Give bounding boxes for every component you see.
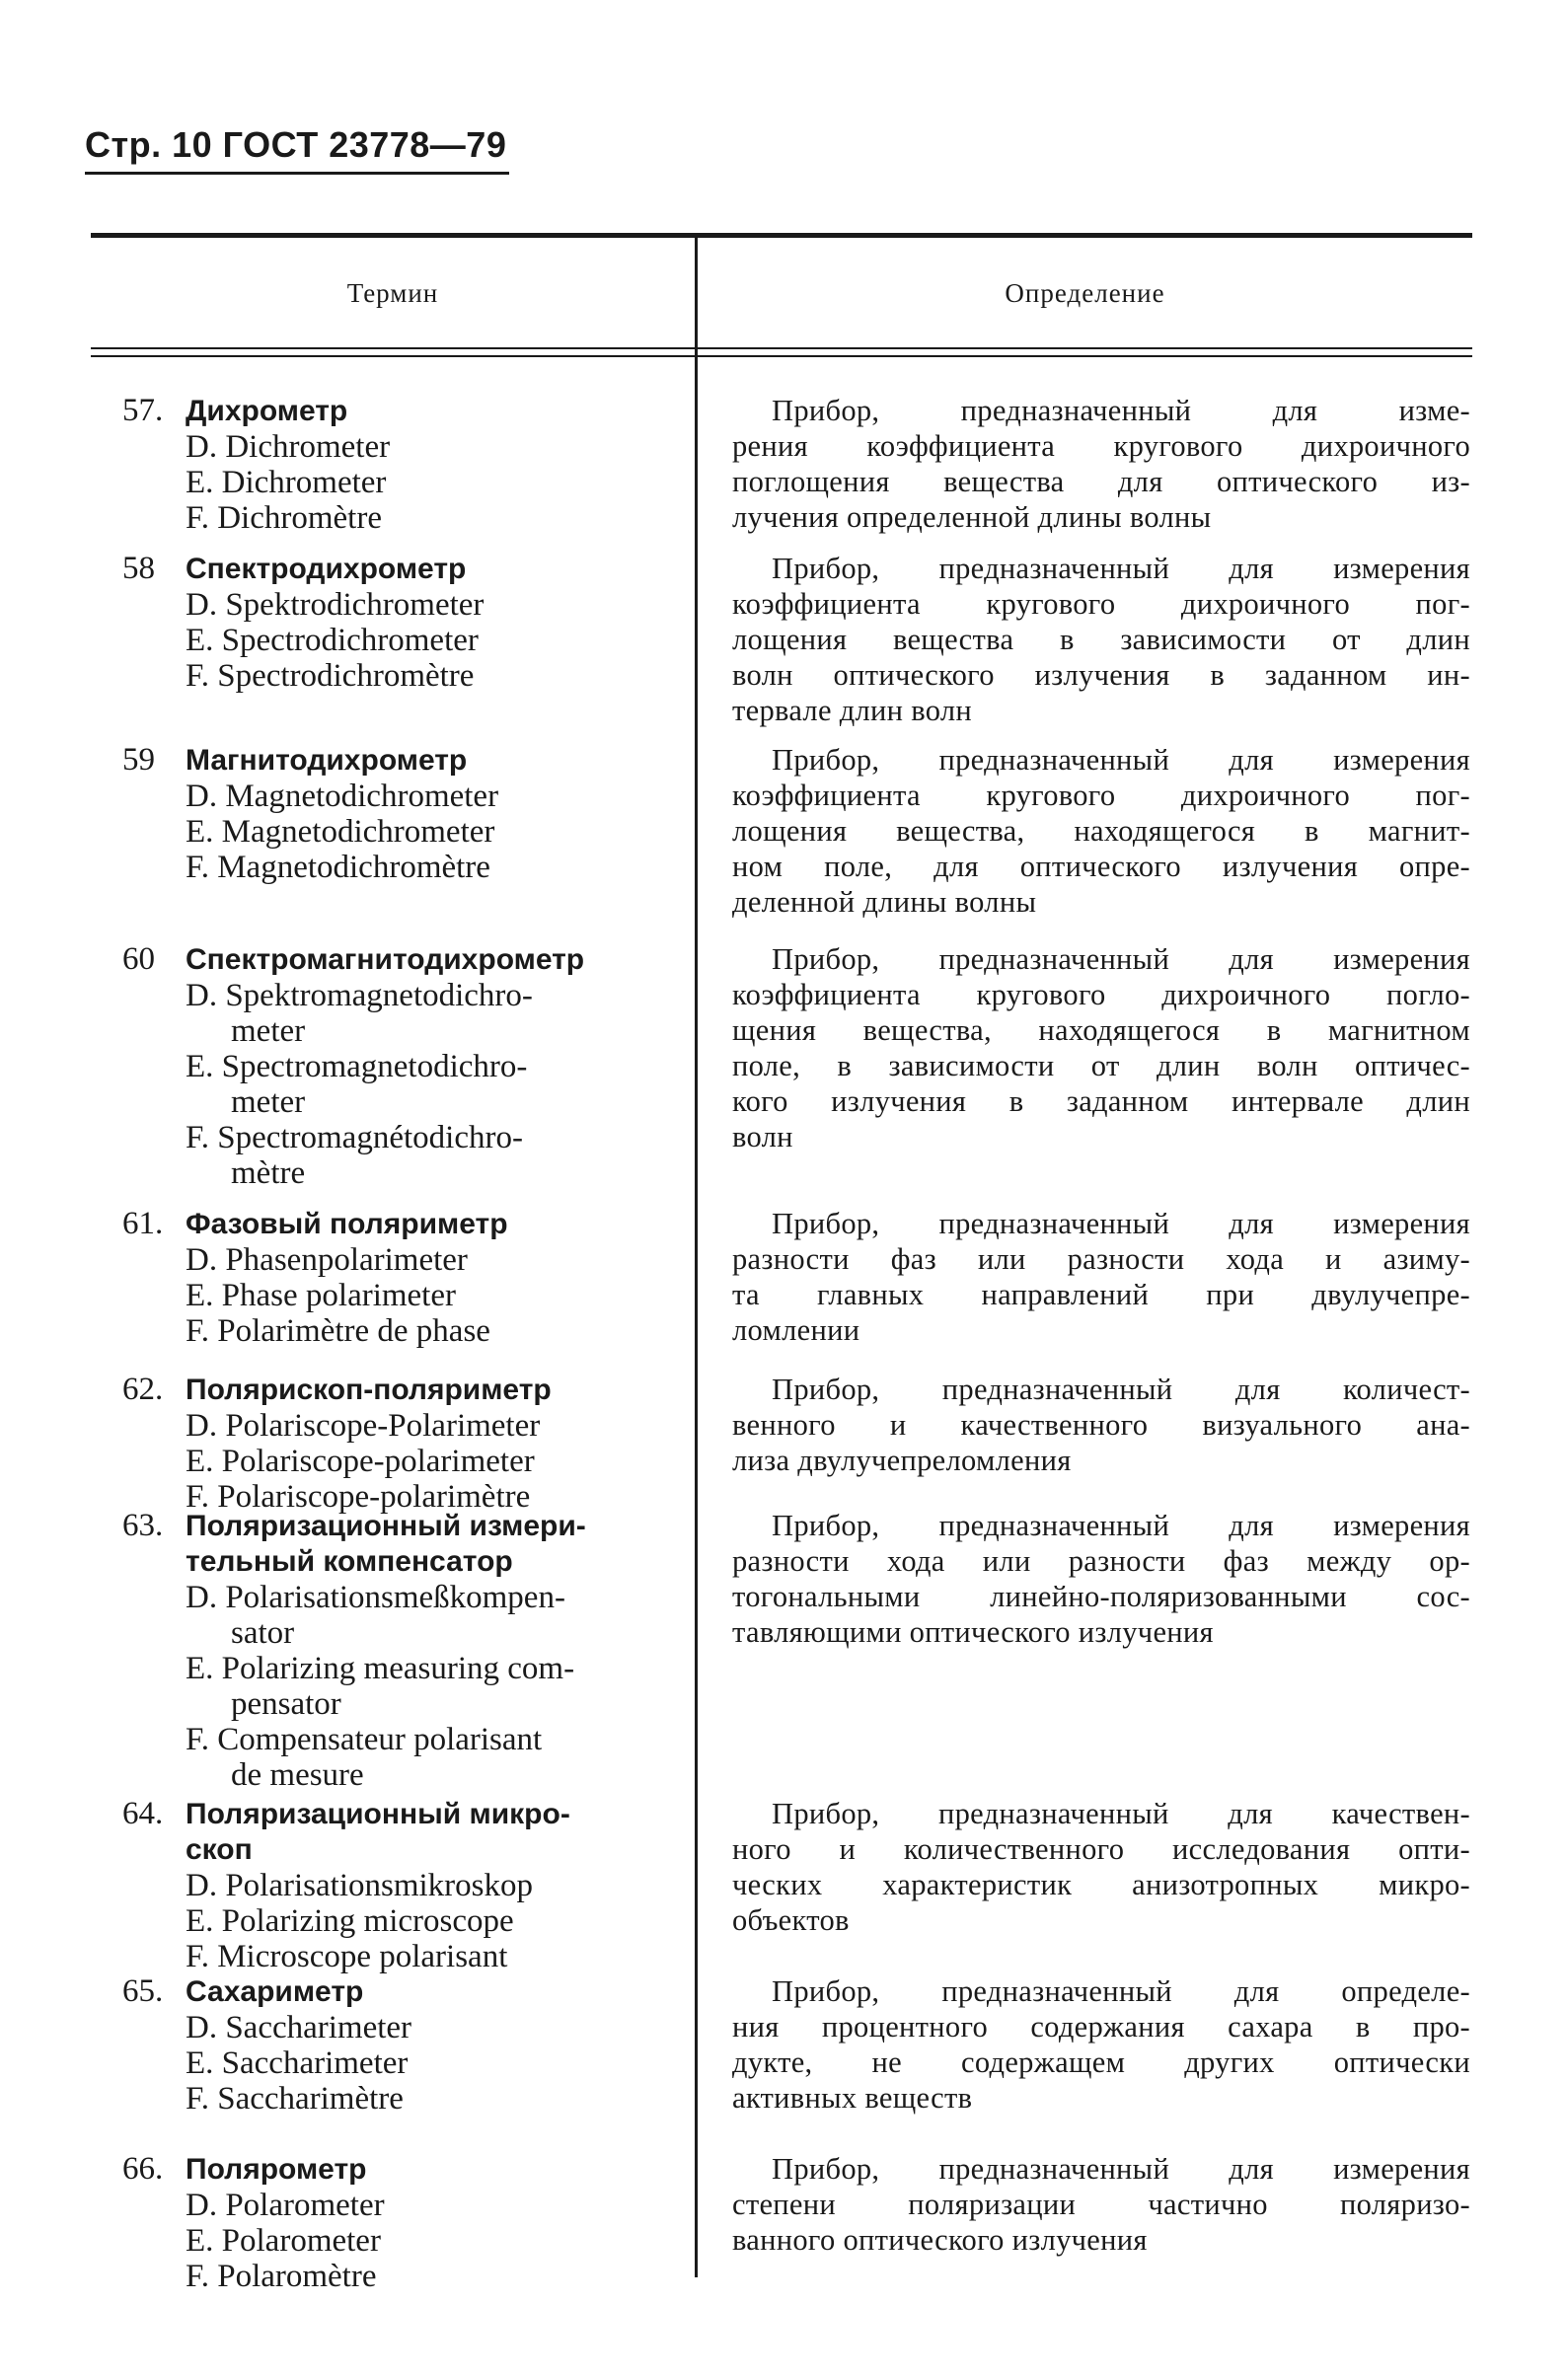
term-equivalent: meter [231, 1084, 306, 1120]
definition-line: лиза двулучепреломления [732, 1444, 1072, 1477]
term-equivalent: F. Saccharimètre [186, 2081, 404, 2117]
definition-line: ванного оптического излучения [732, 2223, 1148, 2257]
term-equivalent: E. Spectromagnetodichro- [186, 1049, 528, 1084]
term-number: 59 [122, 742, 155, 778]
term-equivalent: F. Spectromagnétodichro- [186, 1120, 523, 1155]
term-equivalent: D. Polariscope-Polarimeter [186, 1408, 541, 1444]
term-equivalent: E. Saccharimeter [186, 2045, 409, 2081]
term-number: 62. [122, 1372, 164, 1407]
term-number: 63. [122, 1508, 164, 1543]
definition-cell [732, 1796, 1470, 1938]
definition-line: Прибор, предназначенный для измерения [772, 552, 1470, 585]
term-heading [122, 393, 687, 429]
definition-line: Прибор, предназначенный для измерения [772, 942, 1470, 976]
definition-line: Прибор, предназначенный для измерения [772, 1509, 1470, 1542]
term-equivalent: E. Polarizing microscope [186, 1903, 514, 1939]
definition-cell [732, 2151, 1470, 2258]
definition-line: ного и количественного исследования опти- [732, 1832, 1470, 1866]
definition-line: ния процентного содержания сахара в про- [732, 2010, 1470, 2044]
definition-line: коэффициента кругового дихроичного пог- [732, 587, 1470, 621]
header-rule-upper [91, 347, 1472, 349]
term-number: 57. [122, 393, 164, 428]
term-russian: Спектромагнитодихрометр [186, 943, 585, 976]
term-equivalent: D. Spektrodichrometer [186, 587, 485, 623]
table-top-rule [91, 233, 1472, 238]
definition-line: дукте, не содержащем других оптически [732, 2045, 1470, 2079]
term-russian: Поляризационный микро- [186, 1798, 570, 1830]
definition-cell [732, 393, 1470, 535]
term-equivalent: E. Magnetodichrometer [186, 814, 495, 850]
term-cell [122, 1796, 687, 1974]
term-equivalent: de mesure [231, 1757, 364, 1793]
term-equivalent: D. Polarisationsmikroskop [186, 1868, 533, 1903]
definition-cell [732, 1206, 1470, 1348]
column-header-term: Термин [346, 278, 439, 308]
definition-line: Прибор, предназначенный для качествен- [772, 1797, 1470, 1830]
term-equivalent: D. Saccharimeter [186, 2010, 412, 2045]
term-equivalent: D. Dichrometer [186, 429, 391, 465]
term-equivalent: mètre [231, 1155, 306, 1191]
definition-line: лощения вещества, находящегося в магнит- [732, 814, 1470, 848]
term-cell [122, 1372, 687, 1515]
term-equivalent: D. Spektromagnetodichro- [186, 978, 533, 1013]
term-heading [122, 1796, 687, 1832]
term-equivalent: E. Polarometer [186, 2223, 381, 2259]
definition-line: разности фаз или разности хода и азиму- [732, 1242, 1470, 1276]
term-heading [122, 1372, 687, 1408]
definition-line: деленной длины волны [732, 885, 1037, 919]
definition-line: разности хода или разности фаз между ор- [732, 1544, 1470, 1578]
term-equivalent: F. Compensateur polarisant [186, 1722, 543, 1757]
term-russian: Поляризационный измери- [186, 1510, 586, 1542]
definition-line: Прибор, предназначенный для количест- [772, 1373, 1470, 1406]
definition-line: лощения вещества в зависимости от длин [732, 623, 1470, 656]
term-equivalent: F. Polarimètre de phase [186, 1313, 490, 1349]
definition-line: степени поляризации частично поляризо- [732, 2188, 1470, 2221]
definition-cell [732, 742, 1470, 920]
definition-line: поглощения вещества для оптического из- [732, 465, 1470, 498]
definition-line: венного и качественного визуального ана- [732, 1408, 1470, 1442]
term-equivalent: pensator [231, 1686, 341, 1722]
term-russian: Фазовый поляриметр [186, 1208, 508, 1240]
definition-cell [732, 1372, 1470, 1478]
term-cell [122, 1973, 687, 2117]
term-equivalent: F. Polaromètre [186, 2259, 377, 2294]
definition-line: Прибор, предназначенный для измерения [772, 2152, 1470, 2186]
definition-line: волн оптического излучения в заданном ин- [732, 658, 1470, 692]
term-equivalent: E. Polarizing measuring com- [186, 1651, 575, 1686]
definition-line: активных веществ [732, 2081, 973, 2115]
definition-line: Прибор, предназначенный для измерения [772, 743, 1470, 777]
term-cell [122, 941, 687, 1191]
definition-line: щения вещества, находящегося в магнитном [732, 1013, 1470, 1047]
term-russian-continued: скоп [186, 1833, 253, 1866]
term-heading [122, 551, 687, 587]
term-equivalent: D. Magnetodichrometer [186, 779, 499, 814]
term-cell [122, 393, 687, 536]
definition-cell [732, 551, 1470, 728]
definition-line: волн [732, 1120, 793, 1153]
term-heading [122, 742, 687, 779]
term-russian: Дихрометр [186, 395, 348, 427]
term-heading [122, 1206, 687, 1242]
term-cell [122, 551, 687, 694]
header-rule-lower [91, 355, 1472, 357]
definition-line: тервале длин волн [732, 694, 972, 727]
term-heading [122, 2151, 687, 2188]
column-divider [695, 237, 698, 2277]
definition-cell [732, 941, 1470, 1154]
term-russian-continued: тельный компенсатор [186, 1545, 513, 1578]
term-number: 60 [122, 941, 155, 977]
definition-cell [732, 1508, 1470, 1650]
term-equivalent: D. Polarisationsmeßkompen- [186, 1580, 565, 1615]
definition-cell [732, 1973, 1470, 2116]
term-cell [122, 2151, 687, 2294]
term-equivalent: E. Spectrodichrometer [186, 623, 479, 658]
definition-line: Прибор, предназначенный для измерения [772, 1207, 1470, 1240]
term-number: 58 [122, 551, 155, 586]
term-russian: Магнитодихрометр [186, 744, 468, 777]
definition-line: ческих характеристик анизотропных микро- [732, 1868, 1470, 1901]
definition-line: Прибор, предназначенный для изме- [772, 394, 1470, 427]
definition-line: поле, в зависимости от длин волн оптичес- [732, 1049, 1470, 1082]
term-number: 61. [122, 1206, 164, 1241]
term-heading [122, 1973, 687, 2010]
definition-line: та главных направлений при двулучепре- [732, 1278, 1470, 1311]
term-equivalent: F. Magnetodichromètre [186, 850, 490, 885]
term-cell [122, 1206, 687, 1349]
definition-line: Прибор, предназначенный для определе- [772, 1974, 1470, 2008]
definition-line: рения коэффициента кругового дихроичного [732, 429, 1470, 463]
definition-line: тогональными линейно-поляризованными сос- [732, 1580, 1470, 1613]
term-russian: Полярометр [186, 2153, 367, 2186]
term-cell [122, 1508, 687, 1793]
term-equivalent: sator [231, 1615, 295, 1651]
definition-line: лучения определенной длины волны [732, 500, 1212, 534]
term-equivalent: meter [231, 1013, 306, 1049]
term-equivalent: D. Polarometer [186, 2188, 385, 2223]
term-number: 66. [122, 2151, 164, 2187]
term-russian: Полярископ-поляриметр [186, 1374, 552, 1406]
term-equivalent: E. Dichrometer [186, 465, 387, 500]
column-header-definition: Определение [1005, 278, 1165, 308]
term-equivalent: F. Spectrodichromètre [186, 658, 475, 694]
term-equivalent: F. Polariscope-polarimètre [186, 1479, 531, 1515]
definition-line: кого излучения в заданном интервале длин [732, 1084, 1470, 1118]
definition-line: объектов [732, 1903, 850, 1937]
term-russian: Спектродихрометр [186, 553, 467, 585]
term-number: 65. [122, 1973, 164, 2009]
definition-line: тавляющими оптического излучения [732, 1615, 1214, 1649]
term-equivalent: D. Phasenpolarimeter [186, 1242, 468, 1278]
term-heading [122, 1508, 687, 1544]
term-equivalent: F. Dichromètre [186, 500, 382, 536]
term-number: 64. [122, 1796, 164, 1831]
term-equivalent: E. Polariscope-polarimeter [186, 1444, 535, 1479]
term-heading [122, 941, 687, 978]
definition-line: ном поле, для оптического излучения опре- [732, 850, 1470, 883]
definition-line: коэффициента кругового дихроичного пог- [732, 779, 1470, 812]
definition-line: коэффициента кругового дихроичного погло- [732, 978, 1470, 1011]
header-underline [85, 172, 509, 175]
term-cell [122, 742, 687, 885]
page-header: Стр. 10 ГОСТ 23778—79 [85, 124, 507, 165]
term-russian: Сахариметр [186, 1975, 364, 2008]
term-equivalent: E. Phase polarimeter [186, 1278, 456, 1313]
term-equivalent: F. Microscope polarisant [186, 1939, 508, 1974]
definition-line: ломлении [732, 1313, 860, 1347]
